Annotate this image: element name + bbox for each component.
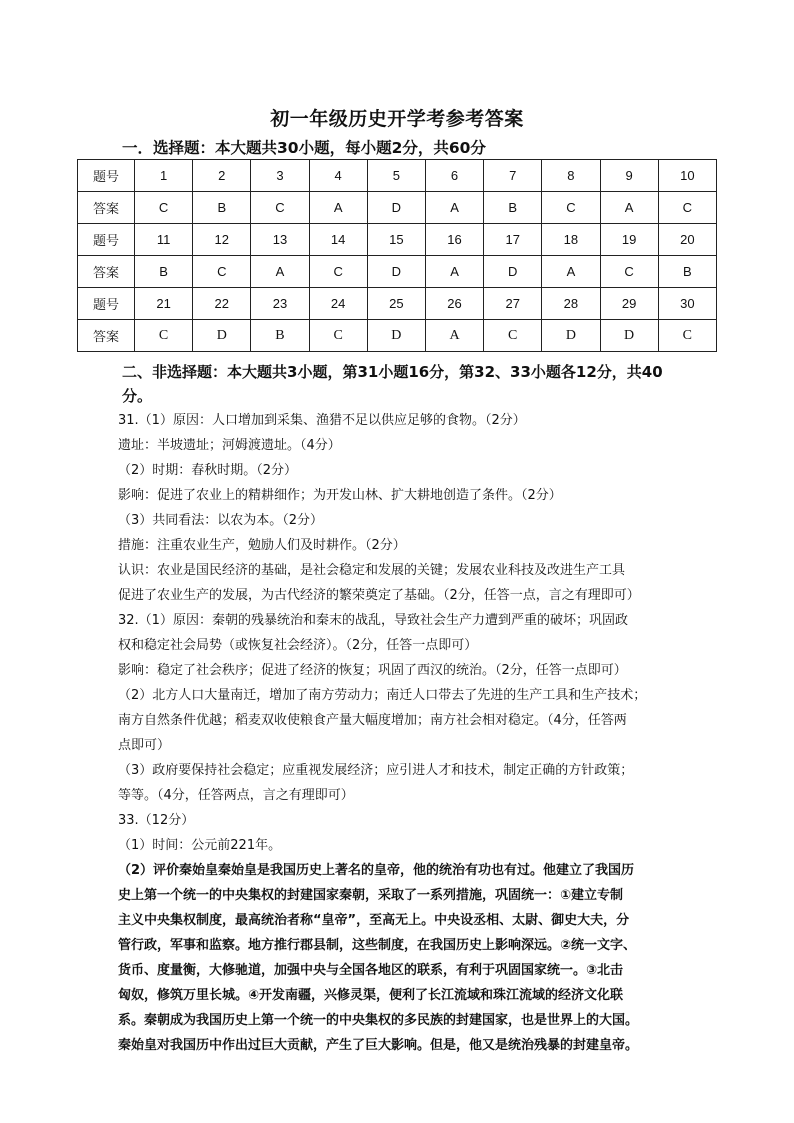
question-number-cell: 28 — [542, 288, 600, 320]
number-row — [78, 224, 717, 256]
question-number-cell: 20 — [658, 224, 716, 256]
question-number-cell: 19 — [600, 224, 658, 256]
answer-text-line: 影响：促进了农业上的精耕细作；为开发山林、扩大耕地创造了条件。（2分） — [118, 488, 562, 503]
answer-cell: D — [600, 320, 658, 352]
answer-text-line: 认识：农业是国民经济的基础，是社会稳定和发展的关键；发展农业科技及改进生产工具 — [118, 563, 626, 578]
answer-text-line: 权和稳定社会局势（或恢复社会经济）。（2分，任答一点即可） — [118, 638, 478, 653]
answer-text-line: 措施：注重农业生产，勉励人们及时耕作。（2分） — [118, 538, 406, 553]
answer-text-line: 史上第一个统一的中央集权的封建国家秦朝，采取了一系列措施，巩固统一：①建立专制 — [118, 888, 624, 903]
answer-text-line: 32.（1）原因：秦朝的残暴统治和秦末的战乱，导致社会生产力遭到严重的破坏；巩固政 — [118, 613, 628, 628]
section1-heading: 一．选择题：本大题共30小题，每小题2分，共60分 — [122, 139, 486, 157]
number-row — [78, 288, 717, 320]
answer-text-line: （3）政府要保持社会稳定；应重视发展经济；应引进人才和技术，制定正确的方针政策； — [118, 763, 634, 778]
answer-row-label: 答案 — [78, 256, 135, 288]
answer-text-line: 31.（1）原因：人口增加到采集、渔猎不足以供应足够的食物。（2分） — [118, 413, 526, 428]
answer-text-line: （2）时期：春秋时期。（2分） — [118, 463, 298, 478]
number-row-label: 题号 — [78, 224, 135, 256]
answer-text-line: 秦始皇对我国历中作出过巨大贡献，产生了巨大影响。但是，他又是统治残暴的封建皇帝。 — [118, 1038, 639, 1053]
answer-cell: D — [367, 320, 425, 352]
question-number-cell: 25 — [367, 288, 425, 320]
answer-cell: D — [484, 256, 542, 288]
question-number-cell: 13 — [251, 224, 309, 256]
question-number-cell: 27 — [484, 288, 542, 320]
question-number-cell: 17 — [484, 224, 542, 256]
question-number-cell: 16 — [425, 224, 483, 256]
question-number-cell: 10 — [658, 160, 716, 192]
answer-cell: C — [658, 320, 716, 352]
answer-cell: A — [251, 256, 309, 288]
question-number-cell: 15 — [367, 224, 425, 256]
answer-cell: A — [425, 320, 483, 352]
answer-cell: A — [309, 192, 367, 224]
answer-text-line: 系。秦朝成为我国历史上第一个统一的中央集权的多民族的封建国家，也是世界上的大国。 — [118, 1013, 639, 1028]
answer-text-line: （2）北方人口大量南迁，增加了南方劳动力；南迁人口带去了先进的生产工具和生产技术； — [118, 688, 647, 703]
answer-cell: B — [658, 256, 716, 288]
answer-text-line: 33.（12分） — [118, 813, 195, 828]
page-title: 初一年级历史开学考参考答案 — [270, 108, 524, 130]
answer-cell: A — [600, 192, 658, 224]
answer-cell: A — [425, 192, 483, 224]
number-row — [78, 160, 717, 192]
question-number-cell: 18 — [542, 224, 600, 256]
answer-cell: D — [193, 320, 251, 352]
question-number-cell: 2 — [193, 160, 251, 192]
question-number-cell: 5 — [367, 160, 425, 192]
answer-text-line: 遗址：半坡遗址；河姆渡遗址。（4分） — [118, 438, 341, 453]
answer-text-line: 点即可） — [118, 738, 171, 753]
answer-row — [78, 256, 717, 288]
answer-cell: C — [251, 192, 309, 224]
question-number-cell: 1 — [135, 160, 193, 192]
answer-text-line: （2）评价秦始皇秦始皇是我国历史上著名的皇帝，他的统治有功也有过。他建立了我国历 — [118, 863, 635, 878]
question-number-cell: 23 — [251, 288, 309, 320]
question-number-cell: 26 — [425, 288, 483, 320]
answer-cell: C — [309, 256, 367, 288]
answer-cell: C — [309, 320, 367, 352]
question-number-cell: 3 — [251, 160, 309, 192]
answer-row — [78, 320, 717, 352]
answer-cell: C — [658, 192, 716, 224]
question-number-cell: 24 — [309, 288, 367, 320]
answer-row-label: 答案 — [78, 320, 135, 352]
answer-cell: D — [367, 192, 425, 224]
answer-row-label: 答案 — [78, 192, 135, 224]
answer-table — [77, 159, 717, 352]
question-number-cell: 14 — [309, 224, 367, 256]
answer-cell: B — [484, 192, 542, 224]
question-number-cell: 9 — [600, 160, 658, 192]
question-number-cell: 21 — [135, 288, 193, 320]
answer-cell: D — [542, 320, 600, 352]
question-number-cell: 7 — [484, 160, 542, 192]
answer-text-line: 影响：稳定了社会秩序；促进了经济的恢复；巩固了西汉的统治。（2分，任答一点即可） — [118, 663, 627, 678]
answer-text-line: 管行政，军事和监察。地方推行郡县制，这些制度，在我国历史上影响深远。②统一文字、 — [118, 938, 637, 953]
answer-cell: C — [542, 192, 600, 224]
answer-cell: D — [367, 256, 425, 288]
question-number-cell: 6 — [425, 160, 483, 192]
answer-text-line: 促进了农业生产的发展，为古代经济的繁荣奠定了基础。（2分，任答一点，言之有理即可） — [118, 588, 640, 603]
answer-cell: C — [193, 256, 251, 288]
answer-text-line: 货币、度量衡，大修驰道，加强中央与全国各地区的联系，有利于巩固国家统一。③北击 — [118, 963, 624, 978]
answer-text-line: 南方自然条件优越；稻麦双收使粮食产量大幅度增加；南方社会相对稳定。（4分，任答两 — [118, 713, 627, 728]
answer-text-line: （1）时间：公元前221年。 — [118, 838, 282, 853]
answer-cell: A — [425, 256, 483, 288]
question-number-cell: 30 — [658, 288, 716, 320]
answer-cell: A — [542, 256, 600, 288]
question-number-cell: 4 — [309, 160, 367, 192]
answer-cell: C — [135, 192, 193, 224]
answer-text-line: （3）共同看法：以农为本。（2分） — [118, 513, 324, 528]
answer-text-line: 等等。（4分，任答两点，言之有理即可） — [118, 788, 354, 803]
answer-cell: B — [135, 256, 193, 288]
section2-heading: 二、非选择题：本大题共3小题，第31小题16分，第32、33小题各12分，共40分。 — [122, 363, 663, 405]
question-number-cell: 29 — [600, 288, 658, 320]
answer-cell: C — [600, 256, 658, 288]
question-number-cell: 11 — [135, 224, 193, 256]
question-number-cell: 12 — [193, 224, 251, 256]
number-row-label: 题号 — [78, 288, 135, 320]
question-number-cell: 22 — [193, 288, 251, 320]
question-number-cell: 8 — [542, 160, 600, 192]
number-row-label: 题号 — [78, 160, 135, 192]
answer-text-line: 匈奴，修筑万里长城。④开发南疆，兴修灵渠，便利了长江流域和珠江流域的经济文化联 — [118, 988, 624, 1003]
answer-cell: C — [135, 320, 193, 352]
answer-cell: C — [484, 320, 542, 352]
answer-cell: B — [193, 192, 251, 224]
answer-cell: B — [251, 320, 309, 352]
answer-text-line: 主义中央集权制度，最高统治者称“皇帝”，至高无上。中央设丞相、太尉、御史大夫，分 — [118, 913, 630, 928]
answer-row — [78, 192, 717, 224]
